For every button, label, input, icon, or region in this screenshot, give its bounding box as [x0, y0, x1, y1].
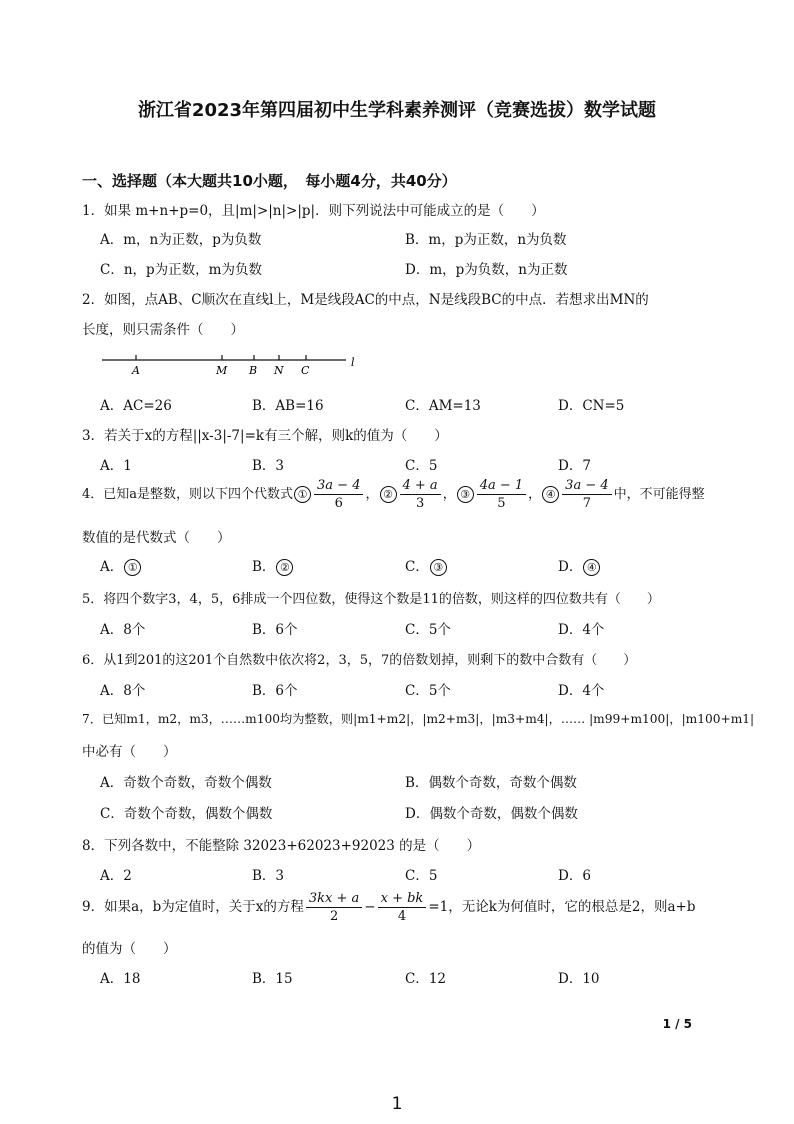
circled-3: ③ — [457, 486, 474, 503]
question-2-stem-line1: 2．如图，点AB、C顺次在直线l上，M是线段AC的中点，N是线段BC的中点．若想求出MN的 — [82, 292, 649, 308]
question-8-option-b: B．3 — [252, 868, 285, 884]
question-1-stem: 1．如果 m+n+p=0，且|m|>|n|>|p|．则下列说法中可能成立的是（ ） — [82, 203, 545, 219]
label-m: M — [216, 364, 228, 377]
equation-fraction-1-denominator: 2 — [329, 909, 339, 924]
fraction-1-denominator: 6 — [334, 496, 343, 511]
equation-fraction-2-numerator: x + bk — [378, 890, 427, 908]
separator-1: ， — [365, 487, 379, 502]
equation-fraction-1 — [306, 890, 362, 925]
option-d-letter: D． — [558, 559, 583, 575]
question-8-option-d: D．6 — [558, 868, 591, 884]
section-heading: 一、选择题（本大题共10小题， 每小题4分，共40分） — [82, 172, 457, 190]
question-6-option-a: A．8个 — [100, 683, 146, 699]
question-1-option-b: B．m，p为正数，n为负数 — [405, 232, 567, 248]
question-7-option-a: A．奇数个奇数，奇数个偶数 — [100, 775, 272, 791]
question-4-stem-line2: 数值的是代数式（ ） — [82, 530, 231, 546]
option-a-letter: A． — [100, 559, 124, 575]
question-3-option-a: A．1 — [100, 458, 132, 474]
question-9-stem-line2: 的值为（ ） — [82, 941, 177, 957]
question-2-stem-line2: 长度，则只需条件（ ） — [82, 322, 244, 338]
circled-1: ① — [294, 486, 311, 503]
question-7-option-c: C．奇数个奇数，偶数个偶数 — [100, 806, 273, 822]
option-c-letter: C． — [405, 559, 429, 575]
question-8-stem: 8．下列各数中，不能整除 32023+62023+92023 的是（ ） — [82, 838, 481, 854]
option-d-circled: ④ — [583, 559, 600, 576]
question-4-suffix: 中，不可能得整 — [613, 487, 705, 502]
question-8-option-a: A．2 — [100, 868, 132, 884]
separator-2: ， — [442, 487, 456, 502]
footer-page-number: 1 — [391, 1094, 403, 1114]
question-9-option-d: D．10 — [558, 971, 600, 987]
question-2-option-d: D．CN=5 — [558, 398, 625, 414]
fraction-2 — [400, 477, 441, 512]
number-line-figure — [96, 350, 376, 380]
fraction-4 — [562, 477, 611, 512]
question-2-option-c: C．AM=13 — [405, 398, 481, 414]
equation-minus: − — [364, 899, 376, 915]
fraction-3-denominator: 5 — [497, 496, 506, 511]
question-6-option-b: B．6个 — [252, 683, 298, 699]
page-indicator: 1 / 5 — [662, 1017, 692, 1031]
fraction-4-denominator: 7 — [582, 496, 592, 511]
fraction-2-denominator: 3 — [415, 496, 425, 511]
question-7-stem-line2: 中必有（ ） — [82, 744, 177, 760]
fraction-2-numerator: 4 + a — [400, 477, 441, 495]
equation-fraction-2 — [378, 890, 427, 925]
question-4-prefix: 4．已知a是整数，则以下四个代数式 — [82, 487, 294, 502]
option-b-circled: ② — [276, 559, 293, 576]
question-9-stem-line1 — [82, 890, 695, 925]
question-9-option-a: A．18 — [100, 971, 141, 987]
question-3-stem: 3．若关于x的方程||x-3|-7|=k有三个解，则k的值为（ ） — [82, 428, 448, 444]
question-6-option-d: D．4个 — [558, 683, 605, 699]
question-7-option-d: D．偶数个奇数，偶数个偶数 — [405, 806, 578, 822]
fraction-1-numerator: 3a − 4 — [314, 477, 363, 495]
question-7-stem-line1: 7．已知m1，m2，m3，……m100均为整数，则|m1+m2|，|m2+m3|，|m3+m4|，…… |m99+m100|，|m100+m1| — [82, 712, 755, 726]
question-2-option-b: B．AB=16 — [252, 398, 324, 414]
exam-title: 浙江省2023年第四届初中生学科素养测评（竞赛选拔）数学试题 — [137, 100, 657, 121]
question-4-option-b — [252, 555, 294, 576]
label-b: B — [249, 364, 258, 377]
option-b-letter: B． — [252, 559, 276, 575]
question-1-option-a: A．m，n为正数，p为负数 — [100, 232, 262, 248]
question-5-option-d: D．4个 — [558, 622, 605, 638]
question-9-suffix: =1，无论k为何值时，它的根总是2，则a+b — [428, 899, 696, 915]
question-3-option-d: D．7 — [558, 458, 591, 474]
separator-3: ， — [528, 487, 542, 502]
label-c: C — [301, 364, 310, 377]
question-1-option-c: C．n，p为正数，m为负数 — [100, 262, 262, 278]
question-5-stem: 5．将四个数字3，4，5，6排成一个四位数，使得这个数是11的倍数，则这样的四位数共有（ ） — [82, 592, 660, 607]
fraction-4-numerator: 3a − 4 — [562, 477, 611, 495]
question-4-option-d — [558, 555, 601, 576]
label-l: l — [351, 356, 355, 369]
question-1-option-d: D．m，p为负数，n为正数 — [405, 262, 568, 278]
question-9-prefix: 9．如果a，b为定值时，关于x的方程 — [82, 899, 304, 915]
question-4-option-a — [100, 555, 142, 576]
question-9-option-c: C．12 — [405, 971, 447, 987]
circled-4: ④ — [542, 486, 559, 503]
question-3-option-c: C．5 — [405, 458, 438, 474]
question-8-option-c: C．5 — [405, 868, 438, 884]
question-5-option-b: B．6个 — [252, 622, 298, 638]
question-3-option-b: B．3 — [252, 458, 285, 474]
label-a: A — [132, 364, 140, 377]
question-5-option-a: A．8个 — [100, 622, 146, 638]
question-9-option-b: B．15 — [252, 971, 293, 987]
fraction-3 — [477, 477, 526, 512]
label-n: N — [274, 364, 284, 377]
option-a-circled: ① — [124, 559, 141, 576]
equation-fraction-1-numerator: 3kx + a — [306, 890, 362, 908]
fraction-1 — [314, 477, 363, 512]
question-5-option-c: C．5个 — [405, 622, 451, 638]
circled-2: ② — [380, 486, 397, 503]
question-7-option-b: B．偶数个奇数，奇数个偶数 — [405, 775, 577, 791]
question-4-option-c — [405, 555, 448, 576]
question-4-stem-line1 — [82, 477, 705, 512]
option-c-circled: ③ — [430, 559, 447, 576]
fraction-3-numerator: 4a − 1 — [477, 477, 526, 495]
question-6-stem: 6．从1到201的这201个自然数中依次将2，3，5，7的倍数划掉，则剩下的数中合数有（ ） — [82, 653, 637, 668]
question-6-option-c: C．5个 — [405, 683, 451, 699]
equation-fraction-2-denominator: 4 — [397, 909, 407, 924]
question-2-option-a: A．AC=26 — [100, 398, 172, 414]
